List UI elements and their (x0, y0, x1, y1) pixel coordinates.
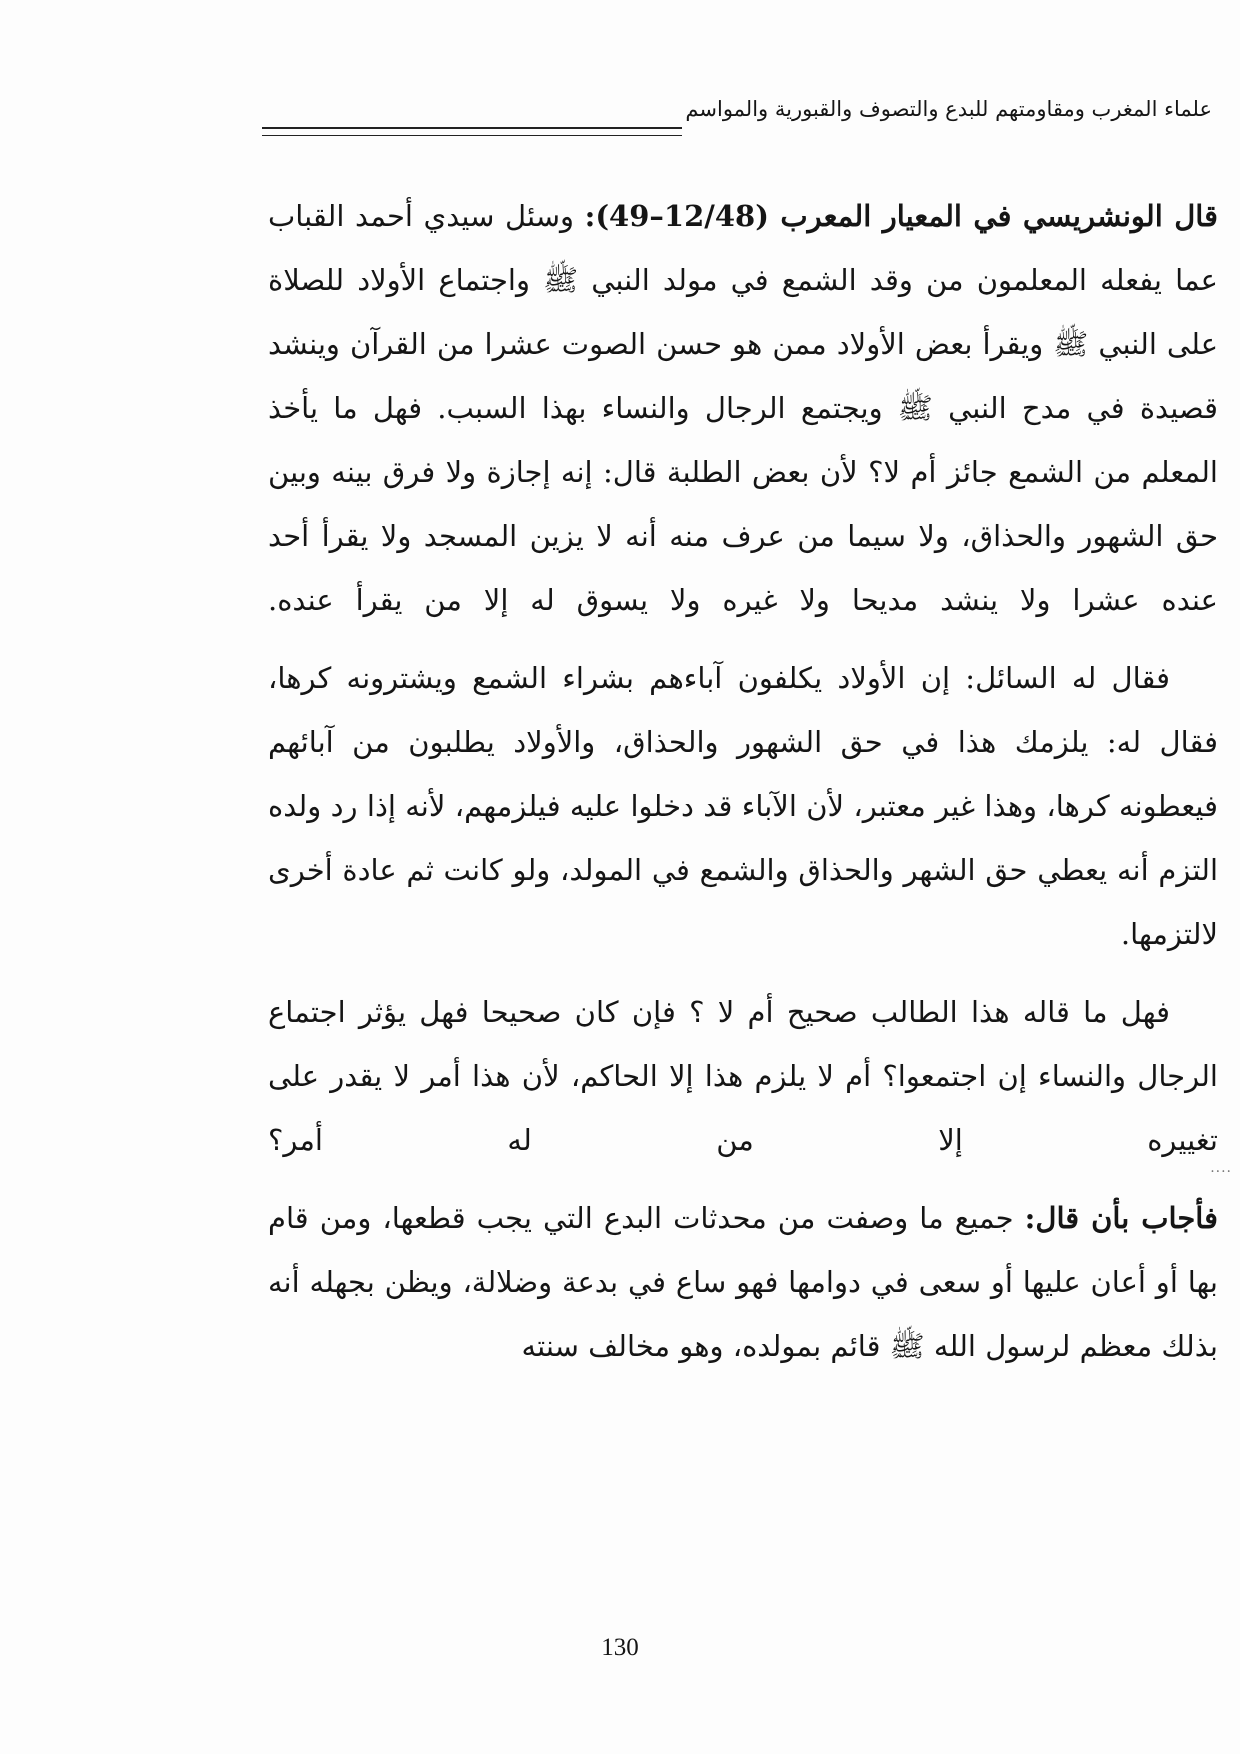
running-header: علماء المغرب ومقاومتهم للبدع والتصوف والقبورية والمواسم (685, 97, 1212, 121)
paragraph-3 (268, 980, 1218, 1172)
paragraph-lead: فأجاب بأن قال: (1024, 1201, 1218, 1235)
margin-mark: .... (1210, 1160, 1232, 1176)
paragraph-lead: قال الونشريسي في المعيار المعرب (12/48–49): (584, 199, 1218, 233)
paragraph-text: فهل ما قاله هذا الطالب صحيح أم لا ؟ فإن كان صحيحا فهل يؤثر اجتماع الرجال والنساء إن اجتمعوا؟ أم لا يلزم هذا إلا الحاكم، لأن هذا أمر لا يقدر على تغييره إلا من له أمر؟ (268, 995, 1218, 1157)
paragraph-text: جميع ما وصفت من محدثات البدع التي يجب قطعها، ومن قام بها أو أعان عليها أو سعى في دوامها فهو ساع في بدعة وضلالة، ويظن بجهله أنه بذلك معظم لرسول الله ﷺ قائم بمولده، وهو مخالف سنته (268, 1201, 1218, 1363)
paragraph-4 (268, 1186, 1218, 1378)
paragraph-1 (268, 184, 1218, 632)
paragraph-text: وسئل سيدي أحمد القباب عما يفعله المعلمون من وقد الشمع في مولد النبي ﷺ واجتماع الأولاد للصلاة على النبي ﷺ ويقرأ بعض الأولاد ممن هو حسن الصوت عشرا من القرآن وينشد قصيدة في مدح النبي ﷺ ويجتمع الرجال والنساء بهذا السبب. فهل ما يأخذ المعلم من الشمع جائز أم لا؟ لأن بعض الطلبة قال: إنه إجازة ولا فرق بينه وبين حق الشهور والحذاق، ولا سيما من عرف منه أنه لا يزين المسجد ولا يقرأ أحد عنده عشرا ولا ينشد مديحا ولا غيره ولا يسوق له إلا من يقرأ عنده. (268, 199, 1218, 617)
paragraph-2 (268, 646, 1218, 966)
page-number: 130 (601, 1634, 639, 1661)
header-rule (262, 127, 682, 136)
paragraph-text: فقال له السائل: إن الأولاد يكلفون آباءهم بشراء الشمع ويشترونه كرها، فقال له: يلزمك هذا في حق الشهور والحذاق، والأولاد يطلبون من آبائهم فيعطونه كرها، وهذا غير معتبر، لأن الآباء قد دخلوا عليه فيلزمهم، لأنه إذا رد ولده التزم أنه يعطي حق الشهر والحذاق والشمع في المولد، ولو كانت ثم عادة أخرى لالتزمها. (268, 661, 1218, 951)
page-body (268, 184, 1218, 1392)
